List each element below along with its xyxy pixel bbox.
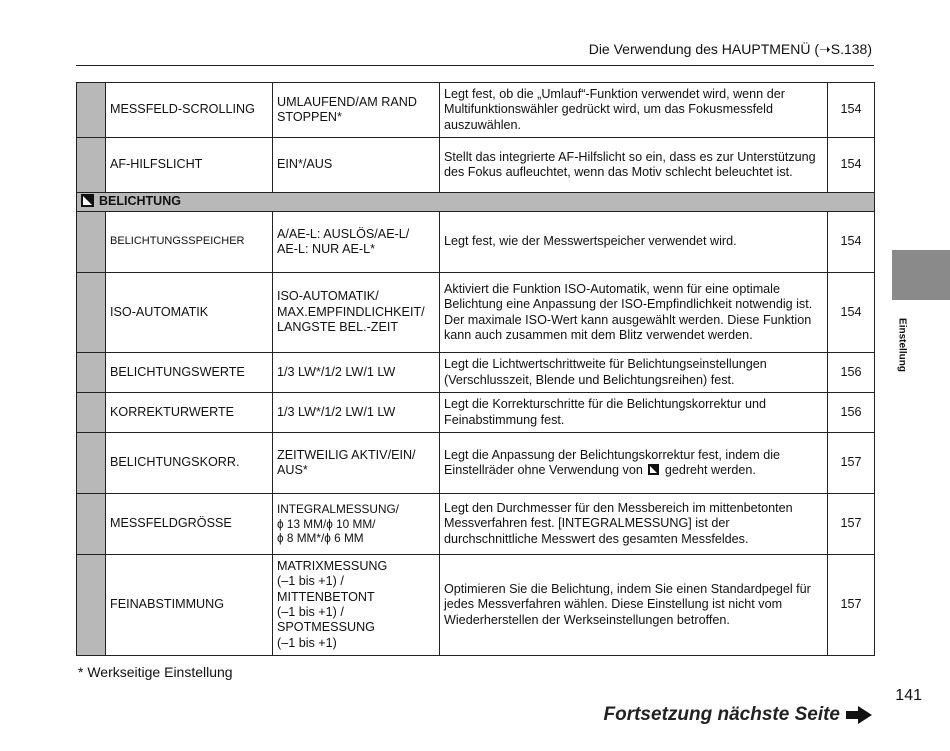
page-reference: 157	[828, 494, 875, 555]
option-line: ISO-AUTOMATIK/	[277, 289, 379, 304]
row-marker	[77, 393, 106, 433]
setting-name: FEINABSTIMMUNG	[106, 555, 273, 656]
row-marker	[77, 138, 106, 193]
page-number: 141	[895, 687, 922, 704]
option-line: AUS*	[277, 463, 308, 477]
option-line: MATRIXMESSUNG	[277, 558, 388, 573]
page-header: Die Verwendung des HAUPTMENÜ (➝S.138)	[588, 41, 872, 57]
option-line: MITTENBETONT	[277, 589, 375, 604]
setting-name: AF-HILFSLICHT	[106, 138, 273, 193]
chapter-tab	[892, 250, 950, 300]
table-row	[77, 353, 875, 393]
row-marker	[77, 273, 106, 353]
setting-name: MESSFELDGRÖSSE	[106, 494, 273, 555]
section-header	[77, 193, 875, 212]
row-marker	[77, 433, 106, 494]
table-row	[77, 138, 875, 193]
page-reference: 154	[828, 212, 875, 273]
option-line: EIN*/AUS	[277, 157, 333, 172]
setting-name: BELICHTUNGSKORR.	[106, 433, 273, 494]
option-line: 1/3 LW*/1/2 LW/1 LW	[277, 364, 396, 379]
row-marker	[77, 555, 106, 656]
exposure-compensation-icon	[648, 464, 659, 475]
table-row	[77, 212, 875, 273]
setting-options	[273, 353, 440, 393]
option-line: ZEITWEILIG AKTIV/EIN/	[277, 447, 416, 462]
setting-description: Legt den Durchmesser für den Messbereich im mittenbetonten Messverfahren fest. [INTEGRALMESSUNG] ist der durchschnittliche Messwert des gesamten Messfeldes.	[440, 494, 828, 555]
chapter-tab-label: Einstellung	[896, 318, 908, 372]
page-reference: 157	[828, 555, 875, 656]
setting-description: Legt fest, ob die „Umlauf“-Funktion verwendet wird, wenn der Multifunktionswähler gedrückt wird, um das Fokusmessfeld auszuwählen.	[440, 83, 828, 138]
table-row	[77, 433, 875, 494]
exposure-compensation-icon	[81, 194, 94, 207]
page-reference: 156	[828, 353, 875, 393]
option-line: ϕ 13 MM/ϕ 10 MM/	[277, 516, 376, 531]
setting-name: KORREKTURWERTE	[106, 393, 273, 433]
description-text: Legt die Anpassung der Belichtungskorrektur fest, indem die Einstellräder ohne Verwendung von	[444, 447, 781, 477]
page-reference: 157	[828, 433, 875, 494]
option-line: AE-L: NUR AE-L*	[277, 242, 375, 256]
setting-options	[273, 393, 440, 433]
setting-options	[273, 138, 440, 193]
option-line: A/AE-L: AUSLÖS/AE-L/	[277, 226, 410, 241]
table-row	[77, 83, 875, 138]
setting-description: Legt die Lichtwertschrittweite für Belichtungseinstellungen (Verschlusszeit, Blende und Belichtungsreihen) fest.	[440, 353, 828, 393]
page-reference: 154	[828, 83, 875, 138]
option-line: LANGSTE BEL.-ZEIT	[277, 320, 399, 335]
setting-name: MESSFELD-SCROLLING	[106, 83, 273, 138]
footnote: * Werkseitige Einstellung	[78, 664, 233, 680]
table-row	[77, 273, 875, 353]
setting-description: Aktiviert die Funktion ISO-Automatik, wenn für eine optimale Belichtung eine Anpassung der ISO-Empfindlichkeit notwendig ist. Der maximale ISO-Wert kann ausgewählt werden. Diese Funktion kann auch zusammen mit dem Blitz verwendet werden.	[440, 273, 828, 353]
arrow-right-icon	[846, 706, 872, 724]
option-line: MAX.EMPFINDLICHKEIT/	[277, 304, 425, 319]
page-reference: 156	[828, 393, 875, 433]
section-title: BELICHTUNG	[99, 194, 181, 209]
continued-label: Fortsetzung nächste Seite	[603, 704, 840, 725]
table-row	[77, 555, 875, 656]
option-line: (–1 bis +1)	[277, 635, 337, 650]
setting-description: Optimieren Sie die Belichtung, indem Sie einen Standardpegel für jedes Messverfahren wählen. Diese Einstellung ist nicht vom Wiederherstellen der Werkseinstellungen betroffen.	[440, 555, 828, 656]
setting-description: Legt die Korrekturschritte für die Belichtungskorrektur und Feinabstimmung fest.	[440, 393, 828, 433]
option-line: (–1 bis +1) /	[277, 605, 344, 619]
option-line: STOPPEN*	[277, 110, 342, 124]
option-line: (–1 bis +1) /	[277, 574, 344, 589]
table-row	[77, 393, 875, 433]
setting-description: Legt fest, wie der Messwertspeicher verwendet wird.	[440, 212, 828, 273]
setting-options	[273, 273, 440, 353]
row-marker	[77, 494, 106, 555]
setting-options	[273, 433, 440, 494]
setting-options	[273, 494, 440, 555]
setting-options	[273, 83, 440, 138]
setting-description: Stellt das integrierte AF-Hilfslicht so ein, dass es zur Unterstützung des Fokus aufleuchtet, wenn das Motiv schlecht beleuchtet ist.	[440, 138, 828, 193]
continued-link[interactable]	[604, 704, 873, 726]
setting-options	[273, 555, 440, 656]
option-line: SPOTMESSUNG	[277, 620, 375, 635]
description-text: gedreht werden.	[664, 463, 756, 477]
table-row	[77, 494, 875, 555]
option-line: INTEGRALMESSUNG/	[277, 502, 399, 517]
setting-name: ISO-AUTOMATIK	[106, 273, 273, 353]
header-rule	[76, 65, 874, 66]
setting-name: BELICHTUNGSSPEICHER	[106, 212, 273, 273]
settings-table	[76, 82, 875, 656]
option-line: ϕ 8 MM*/ϕ 6 MM	[277, 531, 364, 546]
row-marker	[77, 83, 106, 138]
option-line: UMLAUFEND/AM RAND	[277, 94, 417, 109]
row-marker	[77, 353, 106, 393]
setting-description	[440, 433, 828, 494]
page-reference: 154	[828, 273, 875, 353]
option-line: 1/3 LW*/1/2 LW/1 LW	[277, 404, 396, 419]
setting-options	[273, 212, 440, 273]
row-marker	[77, 212, 106, 273]
setting-name: BELICHTUNGSWERTE	[106, 353, 273, 393]
page-reference: 154	[828, 138, 875, 193]
